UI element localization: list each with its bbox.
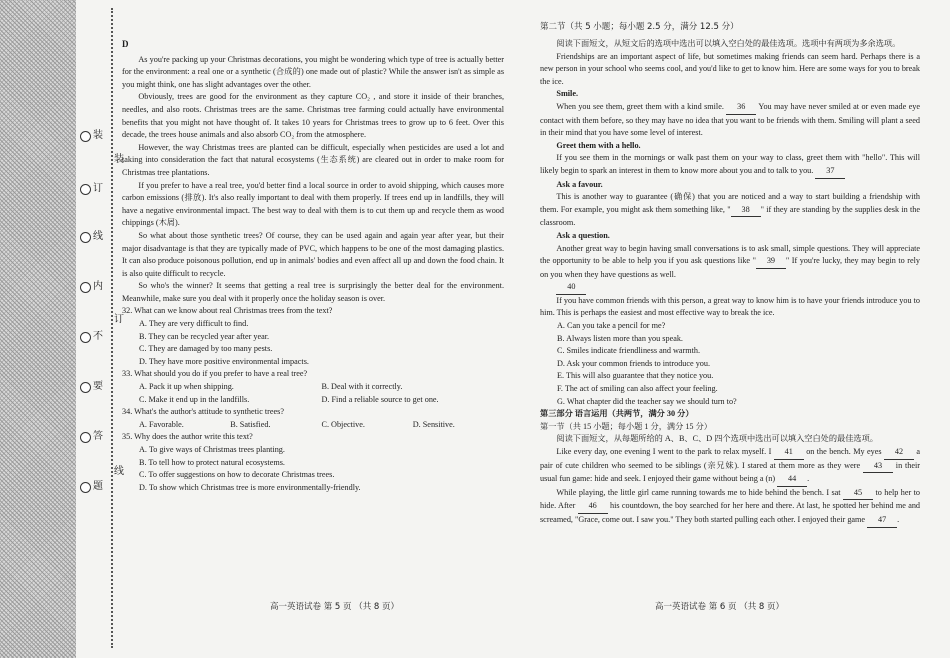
option: D. Sensitive.: [412, 419, 455, 429]
binding-label: 题: [80, 481, 103, 493]
option: C. They are damaged by too many pests.: [139, 344, 273, 354]
instruction: 阅读下面短文，从每题所给的 A、B、C、D 四个选项中选出可以填入空白处的最佳选项。: [556, 434, 878, 444]
paragraph: However, the way Christmas trees are planted can be difficult, especially when pesticides are used a lot and taking into consideration the fact that natural ecosystems (生态系统) are cleared out in order to make room for Christmas tree plantations.: [122, 142, 504, 177]
option-row: [122, 394, 504, 407]
paragraph: Another great way to begin having small conversations is to ask small, simple questions. They will appreciate the opportunity to be able to help you if you ask questions like " 39 " If you're lucky, they may begin to rely on you when they have questions as well.: [540, 243, 920, 279]
paragraph: As you're packing up your Christmas decorations, you might be wondering which type of tree is actually better for the environment: a real one or a synthetic (合成的) one made out of plastic? While the answer isn't as simple as you might think, one has slight advantages over the other.: [122, 54, 504, 89]
binding-hole-icon: [80, 382, 91, 393]
paragraph: So who's the winner? It seems that getting a real tree is surprisingly the better deal for the environment. Meanwhile, make sure you deal with it properly once the holiday season is over.: [122, 281, 504, 303]
blank-38[interactable]: 38: [731, 204, 761, 218]
paragraph: If you see them in the mornings or walk past them on your way to class, greet them with "hello". This will likely begin to spark an interest in them to know more about you and to talk to you. 37: [540, 152, 920, 178]
paragraph: Obviously, trees are good for the environment as they capture CO₂ , and store it inside of their branches, needles, and also roots. Christmas trees are the same. Christmas tree farming could actually have environmental benefits that you might not have thought of. It takes 10 years for Christmas trees to grow up to 6 feet. Over this decade, the trees house animals and also absorb CO₂ from the atmosphere.: [122, 92, 504, 140]
part-heading: 第三部分 语言运用（共两节，满分 30 分）: [540, 409, 694, 419]
option: B. Deal with it correctly.: [321, 382, 403, 392]
question-stem: 33. What should you do if you prefer to have a real tree?: [122, 369, 308, 379]
blank-36[interactable]: 36: [726, 101, 756, 115]
page-footer: 高一英语试卷 第 5 页 （共 8 页）: [270, 602, 400, 612]
option: D. Ask your common friends to introduce you.: [557, 358, 711, 368]
binding-label: 订: [80, 183, 103, 195]
option: B. Always listen more than you speak.: [557, 333, 683, 343]
option: F. The act of smiling can also affect your feeling.: [557, 384, 718, 394]
page-footer: 高一英语试卷 第 6 页 （共 8 页）: [655, 602, 785, 612]
question-stem: 34. What's the author's attitude to synthetic trees?: [122, 407, 284, 417]
binding-label: 装: [80, 130, 103, 142]
binding-hole-icon: [80, 482, 91, 493]
blank-47[interactable]: 47: [867, 514, 897, 528]
blank-46[interactable]: 46: [578, 500, 608, 514]
blank-41[interactable]: 41: [774, 446, 804, 460]
blank-40[interactable]: 40: [556, 281, 586, 295]
option: A. They are very difficult to find.: [139, 319, 249, 329]
binding-side-word: 订: [114, 314, 124, 325]
binding-label: 内: [80, 281, 103, 293]
blank-43[interactable]: 43: [863, 460, 893, 474]
scan-binding-strip: [0, 0, 76, 658]
subheading: Ask a question.: [556, 230, 610, 240]
blank-44[interactable]: 44: [777, 473, 807, 487]
binding-side-word: 装: [114, 154, 124, 165]
option: C. To offer suggestions on how to decorate Christmas trees.: [139, 470, 335, 480]
instruction: 阅读下面短文，从短文后的选项中选出可以填入空白处的最佳选项。选项中有两项为多余选项。: [556, 39, 901, 48]
blank-42[interactable]: 42: [884, 446, 914, 460]
option: A. Favorable.: [139, 419, 184, 429]
option: B. Satisfied.: [230, 419, 271, 429]
subheading: Greet them with a hello.: [556, 140, 641, 150]
option: A. To give ways of Christmas trees planting.: [139, 445, 285, 454]
binding-hole-icon: [80, 184, 91, 195]
binding-hole-icon: [80, 232, 91, 243]
option-row: [122, 419, 504, 432]
binding-label: 不: [80, 331, 103, 343]
passage-letter: D: [122, 39, 129, 49]
option: C. Make it end up in the landfills.: [139, 394, 250, 404]
paragraph: So what about those synthetic trees? Of course, they can be used again and again year after year, but their major disadvantage is that they are typically made of PVC, which happens to be one of the most damaging plastics. It can also produce poisonous pollution, end up in animals' bodies and even affect all up and down the food chain. It is also quite difficult to recycle.: [122, 230, 504, 278]
blank-37[interactable]: 37: [815, 165, 845, 179]
question-stem: 35. Why does the author write this text?: [122, 432, 253, 442]
binding-side-word: 线: [114, 466, 124, 477]
section-heading: 第一节（共 15 小题；每小题 1 分，满分 15 分）: [540, 421, 712, 431]
paragraph: [540, 281, 920, 295]
option: B. They can be recycled year after year.: [139, 331, 270, 341]
binding-label: 答: [80, 431, 103, 443]
option: E. This will also guarantee that they notice you.: [557, 371, 714, 381]
binding-hole-icon: [80, 332, 91, 343]
option: D. To show which Christmas tree is more environmentally-friendly.: [139, 482, 361, 492]
question-stem: 32. What can we know about real Christmas trees from the text?: [122, 306, 333, 316]
paragraph: Friendships are an important aspect of life, but sometimes making friends can seem hard. Perhaps there is a new person in your school who seems cool, and you'd like to get to know him. Here are some ways for you to break the ice.: [540, 51, 920, 86]
paragraph: While playing, the little girl came running towards me to hide behind the bench. I sat 45 to help her to hide. After 46 his countdown, the boy searched for her here and there. At last, he spotted her behind me and screamed, "Grace, come out. I saw you." They both started pulling each other. I enjoyed their game 47 .: [540, 487, 920, 528]
option: A. Pack it up when shipping.: [139, 382, 234, 392]
binding-hole-icon: [80, 282, 91, 293]
option: C. Smiles indicate friendliness and warmth.: [557, 346, 701, 356]
section-heading: 第二节（共 5 小题；每小题 2.5 分，满分 12.5 分）: [540, 22, 739, 32]
option-row: [122, 381, 504, 394]
paragraph: This is another way to guarantee (确保) that you are noticed and a way to start building a friendship with them. For example, you might ask them something like, " 38 " if they are standing by the supplies desk in the classroom.: [540, 192, 920, 228]
subheading: Ask a favour.: [556, 179, 603, 189]
binding-label: 线: [80, 231, 103, 243]
option: D. They have more positive environmental impacts.: [139, 356, 309, 366]
binding-hole-icon: [80, 131, 91, 142]
paragraph: Like every day, one evening I went to the park to relax myself. I 41 on the bench. My eyes 42 a pair of cute children who seemed to be siblings (亲兄妹). I stared at them more as they were 43 in their usual fun game: hide and seek. I enjoyed their game without being a (n) 44 .: [540, 446, 920, 487]
binding-label: 要: [80, 381, 103, 393]
option: D. Find a reliable source to get one.: [321, 394, 439, 404]
paragraph: If you prefer to have a real tree, you'd better find a local source in order to avoid shipping, which causes more carbon emissions (排放). It's also really important to deal with them properly. If trees end up in landfills, they will have a negative environmental impact. The best way to deal with them is to cut them up and recycle them as wood chippings (木屑).: [122, 180, 504, 228]
subheading: Smile.: [556, 89, 578, 99]
binding-hole-icon: [80, 432, 91, 443]
binding-dotted-line: [111, 8, 113, 648]
right-page: [540, 38, 920, 528]
left-page: [122, 38, 504, 494]
blank-45[interactable]: 45: [843, 487, 873, 501]
option: A. Can you take a pencil for me?: [557, 321, 666, 331]
option: B. To tell how to protect natural ecosystems.: [139, 457, 285, 467]
option: C. Objective.: [321, 419, 365, 429]
option: G. What chapter did the teacher say we should turn to?: [557, 396, 737, 406]
paragraph: If you have common friends with this person, a great way to know him is to have your friends introduce you to him. This is perhaps the easiest and most effective way to break the ice.: [540, 295, 920, 318]
paragraph: When you see them, greet them with a kind smile. 36 You may have never smiled at or even made eye contact with them before, so they may have no idea that you want to be friends with them. Smiling will plant a seed in their mind that you have some level of interest.: [540, 101, 920, 138]
blank-39[interactable]: 39: [756, 255, 786, 269]
